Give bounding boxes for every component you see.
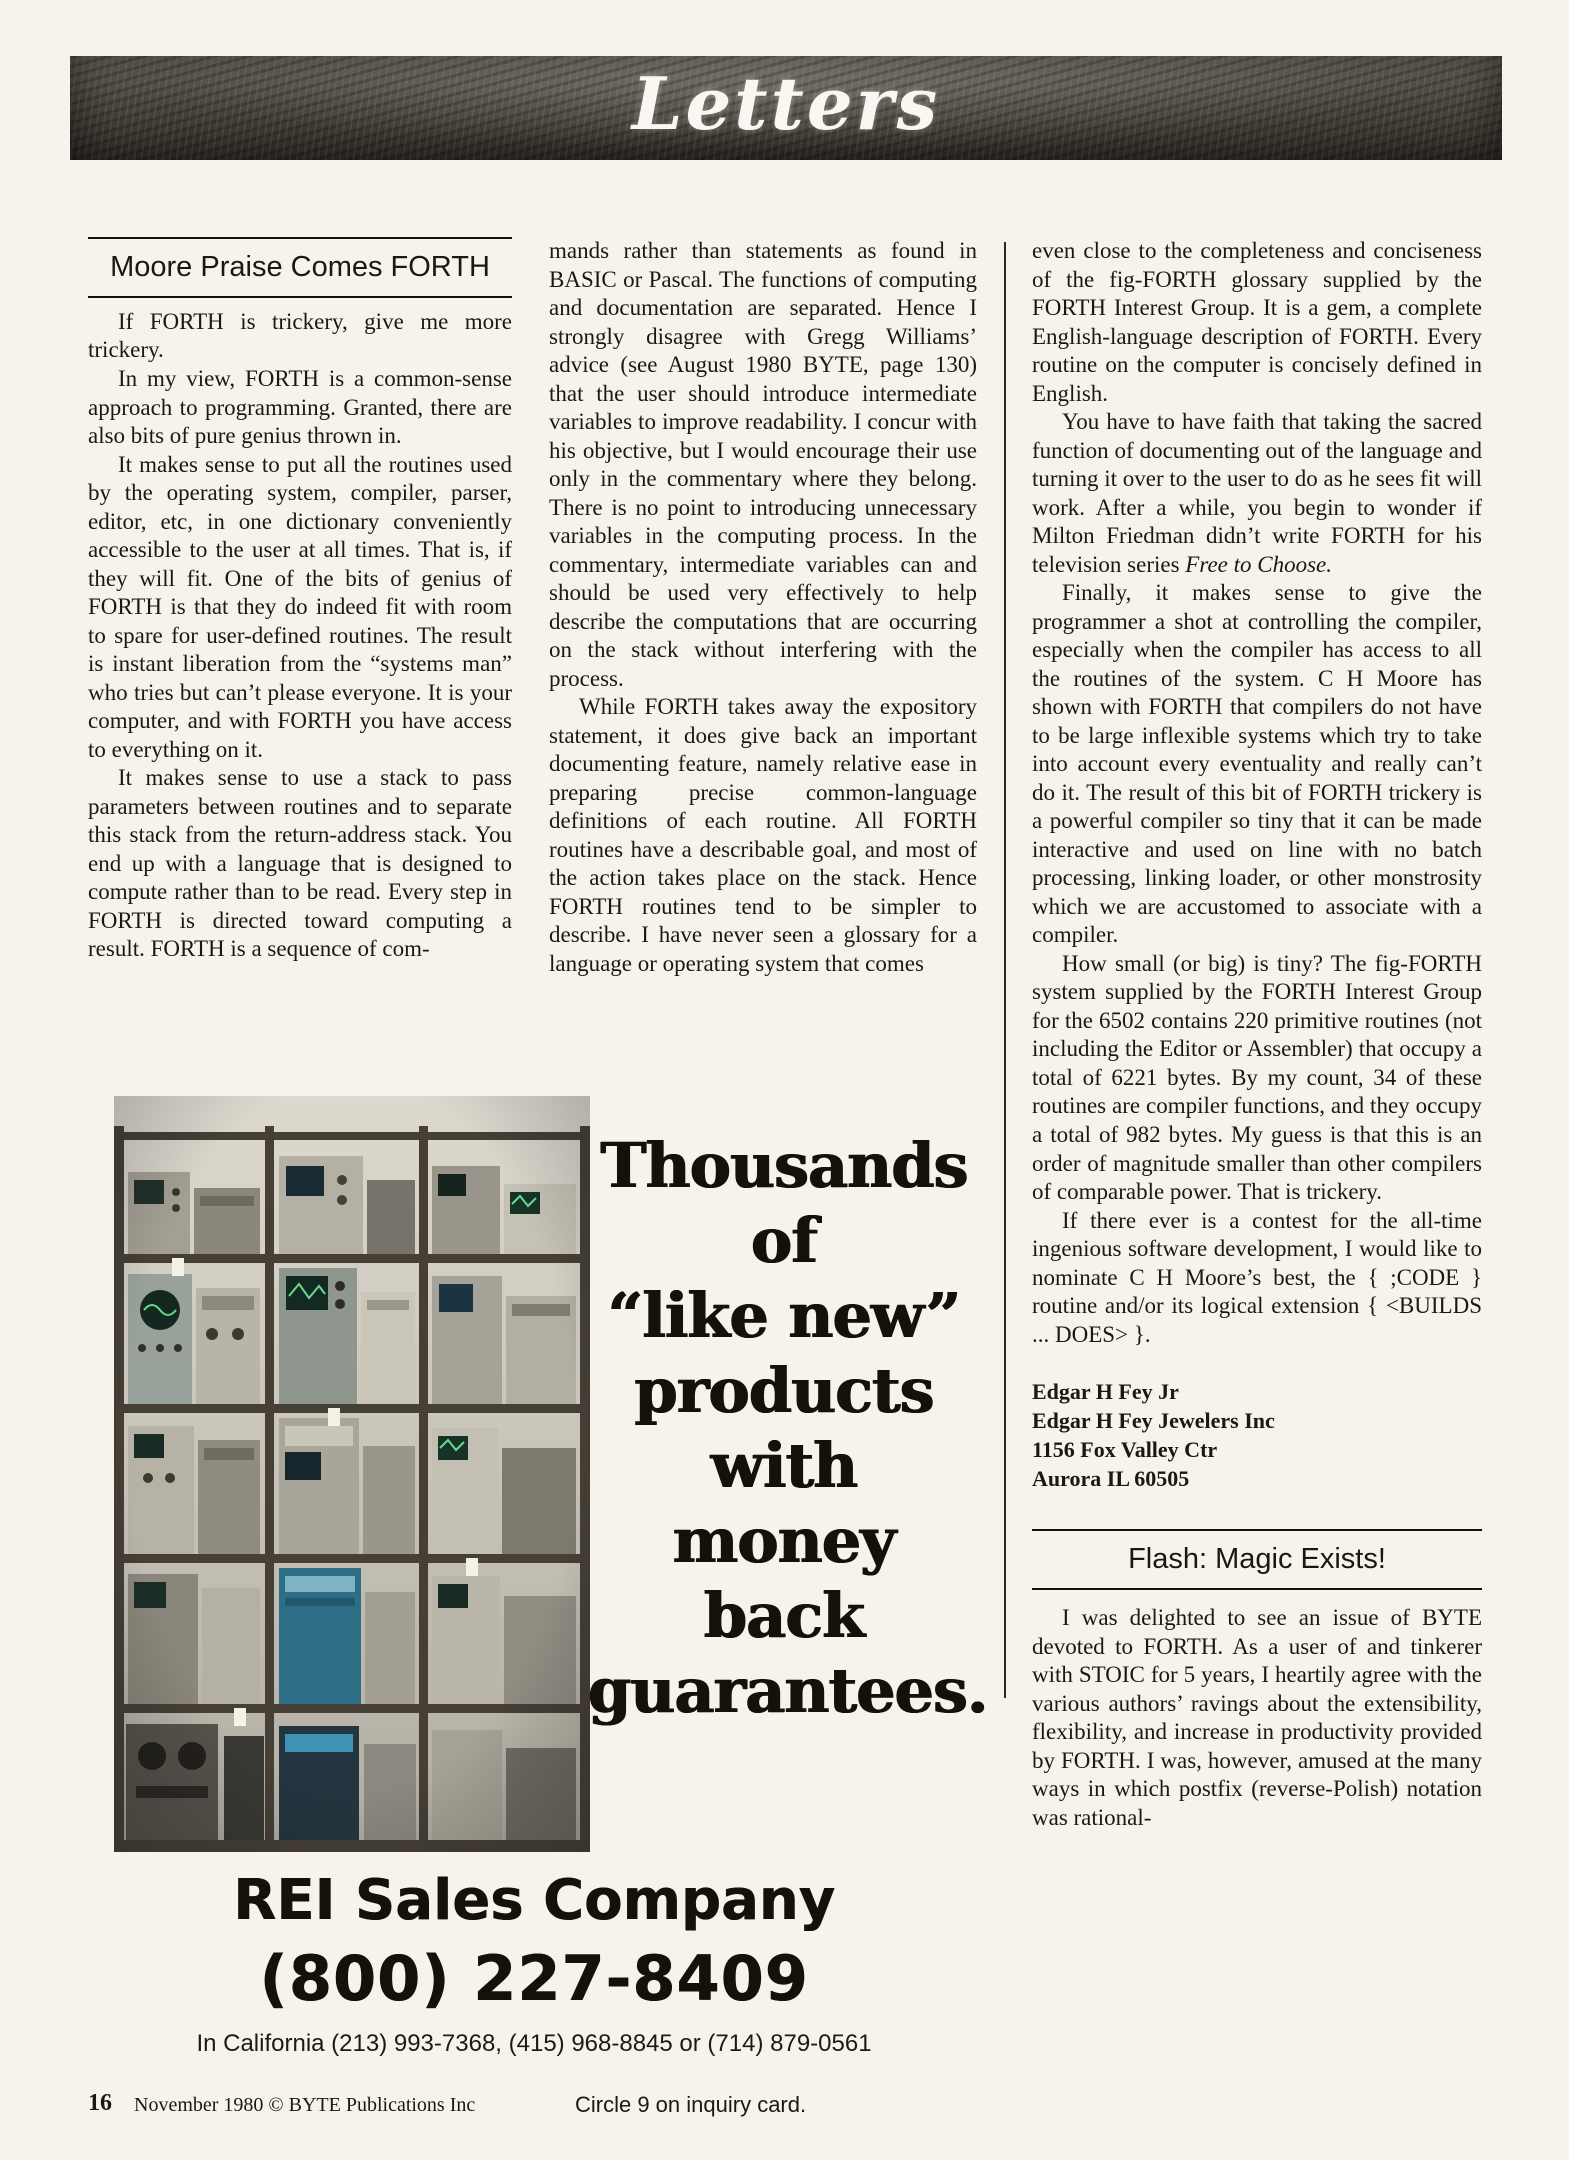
letters-banner	[70, 56, 1502, 160]
ad-regional-phones: In California (213) 993-7368, (415) 968-8845 or (714) 879-0561	[196, 2030, 872, 2057]
ad-headline-line: guarantees.	[588, 1654, 988, 1728]
paragraph: If there ever is a contest for the all-time ingenious software development, I would like to nominate C H Moore’s best, the { ;CODE } routine and/or its logical extension { <BUILDS ... DOES> }.	[1032, 1207, 1482, 1347]
ad-headline	[588, 1128, 988, 1728]
paragraph: In my view, FORTH is a common-sense approach to programming. Granted, there are also bits of pure genius thrown in.	[88, 365, 512, 449]
paragraph: It makes sense to use a stack to pass parameters between routines and to separate this stack from the return-address stack. You end up with a language that is designed to compute rather than to be read. Every step in FORTH is directed toward computing a result. FORTH is a sequence of com-	[88, 765, 512, 962]
page-footer	[0, 2090, 1569, 2130]
letter-title-moore-praise: Moore Praise Comes FORTH	[88, 237, 512, 298]
paragraph: If FORTH is trickery, give me more trickery.	[88, 308, 512, 363]
rei-sales-advertisement	[88, 1072, 988, 2082]
ad-headline-line: of	[750, 1204, 818, 1278]
italic-book-title: Free to Choose.	[1185, 551, 1333, 577]
section-title: Letters	[631, 60, 941, 146]
column-left	[88, 237, 512, 964]
paragraph: While FORTH takes away the expository statement, it does give back an important documenting feature, namely relative ease in preparing precise common-language definitions of each routine. All FORTH routines have a describable goal, and most of the action takes place on the stack. Hence FORTH routines tend to be simpler to describe. I have never seen a glossary for a language or operating system that comes	[549, 694, 977, 976]
signature-company: Edgar H Fey Jewelers Inc	[1032, 1408, 1275, 1434]
paragraph: mands rather than statements as found in BASIC or Pascal. The functions of computing and documentation are separated. Hence I strongly disagree with Gregg Williams’ advice (see August 1980 BYTE, page 130) that the user should introduce intermediate variables to improve readability. I concur with his objective, but I would encourage their use only in the commentary where they belong. There is no point to introducing unnecessary variables in the computing process. In the commentary, intermediate variables can and should be used very effectively to help describe the computations that are occurring on the stack without interfering with the process.	[549, 238, 977, 691]
ad-phone-number: (800) 227-8409	[259, 1942, 809, 2015]
signature-block	[1032, 1377, 1482, 1493]
ad-headline-line: “like new”	[607, 1279, 961, 1353]
equipment-shelves-photo	[114, 1096, 590, 1852]
paragraph: I was delighted to see an issue of BYTE devoted to FORTH. As a user of and tinkerer with STOIC for 5 years, I heartily agree with the various authors’ ravings about the extensibility, flexibility, and increase in productivity provided by FORTH. I was, however, amused at the many ways in which postfix (reverse-Polish) notation was rational-	[1032, 1605, 1482, 1830]
column-middle	[549, 237, 977, 978]
signature-city: Aurora IL 60505	[1032, 1466, 1190, 1492]
signature-address: 1156 Fox Valley Ctr	[1032, 1437, 1218, 1463]
ad-headline-line: with	[710, 1429, 858, 1503]
ad-company-name: REI Sales Company	[233, 1868, 835, 1933]
letter-title-flash-magic: Flash: Magic Exists!	[1032, 1529, 1482, 1590]
signature-name: Edgar H Fey Jr	[1032, 1379, 1179, 1405]
inquiry-note: Circle 9 on inquiry card.	[575, 2092, 807, 2117]
paragraph: Finally, it makes sense to give the programmer a shot at controlling the compiler, especially when the compiler has access to all the routines of the system. C H Moore has shown with FORTH that compilers do not have to be large inflexible systems which try to take into account every eventuality and really can’t do it. The result of this bit of FORTH trickery is a powerful compiler so tiny that it can be made interactive and used on line with no batch processing, linking loader, or other monstrosity which we are accustomed to associate with a compiler.	[1032, 580, 1482, 948]
ad-headline-line: money back	[672, 1504, 896, 1653]
ad-headline-line: Thousands	[600, 1129, 968, 1202]
text-run: You have to have faith that taking the sacred function of documenting out of the language and turning it over to the user to do as he sees fit will work. After a while, you begin to wonder if Milton Friedman didn’t write FORTH for his television series	[1032, 409, 1482, 577]
page-number: 16	[88, 2090, 112, 2116]
paragraph: It makes sense to put all the routines used by the operating system, compiler, parser, editor, etc, in one dictionary conveniently accessible to the user at all times. That is, if they will fit. One of the bits of genius of FORTH is that they do indeed fit with room to spare for user-defined routines. The result is instant liberation from the “systems man” who tries but can’t please everyone. It is your computer, and with FORTH you have access to everything on it.	[88, 451, 512, 762]
paragraph	[1032, 408, 1482, 579]
paragraph: even close to the completeness and conciseness of the fig-FORTH glossary supplied by the FORTH Interest Group. It is a gem, a complete English-language description of FORTH. Every routine on the computer is concisely defined in English.	[1032, 238, 1482, 406]
publication-credit: November 1980 © BYTE Publications Inc	[134, 2094, 476, 2116]
ad-headline-line: products	[634, 1354, 934, 1428]
column-right	[1032, 237, 1482, 1832]
column-divider-rule	[1004, 242, 1006, 1698]
paragraph: How small (or big) is tiny? The fig-FORTH system supplied by the FORTH Interest Group for the 6502 contains 220 primitive routines (not including the Editor or Assembler) that occupy a total of 6221 bytes. By my count, 34 of these routines are compiler functions, and they occupy a total of 982 bytes. My guess is that this is an order of magnitude smaller than other compilers of comparable power. That is trickery.	[1032, 950, 1482, 1205]
